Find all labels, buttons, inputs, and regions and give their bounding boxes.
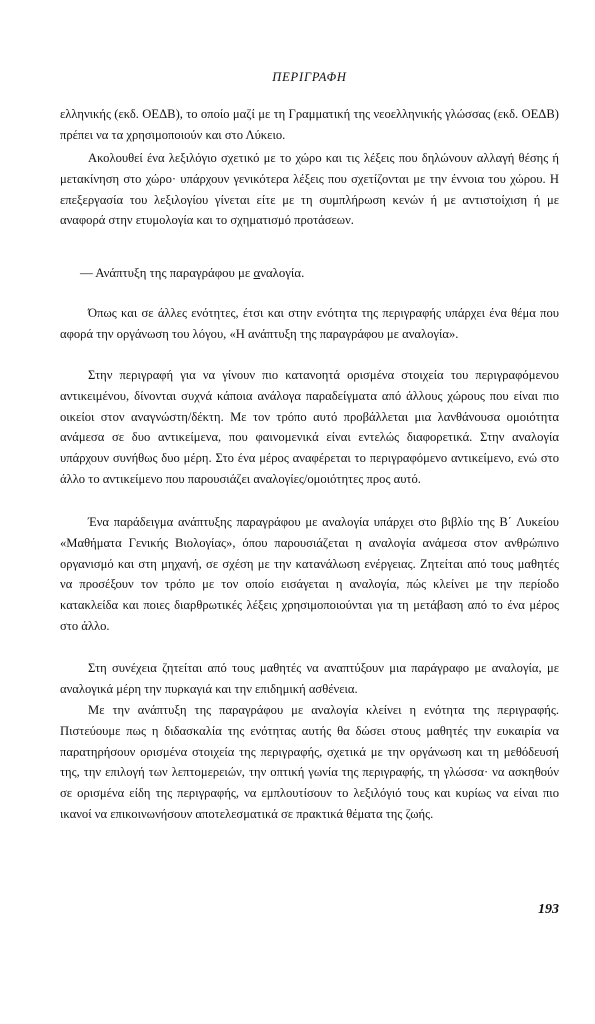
paragraph-5: Ένα παράδειγμα ανάπτυξης παραγράφου με αναλογία υπάρχει στο βιβλίο της Β΄ Λυκείου «Μαθήματα Γενικής Βιολογίας», όπου παρουσιάζεται η αναλογία ανάμεσα στον ανθρώπινο οργανισμό και στη μηχανή, σε σχέση με την κατανάλωση ενέργειας. Ζητείται από τους μαθητές να προσέξουν τον τρόπο με τον οποίο εισάγεται η αναλογία, πώς κλείνει με την περίοδο κατακλείδα και ποιες διαρθρωτικές λέξεις χρησιμοποιούνται για τη μετάβαση από το ένα μέρος στο άλλο. <box>60 515 559 633</box>
section-heading-prefix: — Ανάπτυξη της παραγράφου με <box>80 266 254 280</box>
section-heading-rest: ναλογία. <box>260 266 305 280</box>
page-number: 193 <box>538 902 559 917</box>
paragraph-3: Όπως και σε άλλες ενότητες, έτσι και στην ενότητα της περιγραφής υπάρχει ένα θέμα που αφορά την οργάνωση του λόγου, «Η ανάπτυξη της παραγράφου με αναλογία». <box>60 306 559 341</box>
paragraph-7: Με την ανάπτυξη της παραγράφου με αναλογία κλείνει η ενότητα της περιγραφής. Πιστεύουμε πως η διδασκαλία της ενότητας αυτής θα δώσει στους μαθητές την ευκαιρία να παρατηρήσουν ορισμένα στοιχεία της περιγραφής, σχετικά με την οργάνωση και τη μεθόδευσή της, την επιλογή των λεπτομερειών, την οπτική γωνία της περιγραφής, τη γλώσσα· να ασκηθούν σε ορισμένα είδη της περιγραφής, να εμπλουτίσουν το λεξιλόγιό τους και κυρίως να είναι πιο ικανοί να επικοινωνήσουν αποτελεσματικά σε πρακτικά θέματα της ζωής. <box>60 703 559 821</box>
paragraph-4: Στην περιγραφή για να γίνουν πιο κατανοητά ορισμένα στοιχεία του περιγραφόμενου αντικειμένου, δίνονται συχνά κάποια ανάλογα παραδείγματα από άλλους χώρους που είναι πιο οικείοι στον αναγνώστη/δέκτη. Με τον τρόπο αυτό προβάλλεται μια λανθάνουσα ομοιότητα ανάμεσα σε δυο αντικείμενα, που φαινομενικά είναι εντελώς διαφορετικά. Στην αναλογία υπάρχουν συνήθως δυο μέρη. Στο ένα μέρος αναφέρεται το περιγραφόμενο αντικείμενο, ενώ στο άλλο το αντικείμενο που παρουσιάζει αναλογίες/ομοιότητες προς αυτό. <box>60 368 559 486</box>
running-header: ΠΕΡΙΓΡΑΦΗ <box>272 70 347 84</box>
paragraph-2: Ακολουθεί ένα λεξιλόγιο σχετικό με το χώρο και τις λέξεις που δηλώνουν αλλαγή θέσης ή μετακίνηση στο χώρο· υπάρχουν γενικότερα λέξεις που σχετίζονται με την έννοια του χώρου. Η επεξεργασία του λεξιλογίου γίνεται είτε με τη συμπλήρωση κενών ή με αντιστοίχιση ή με αναφορά στην ετυμολογία και το σχηματισμό προτάσεων. <box>60 151 559 228</box>
section-heading-underlined-letter: α <box>253 266 261 280</box>
section-heading <box>80 263 304 283</box>
paragraph-6: Στη συνέχεια ζητείται από τους μαθητές να αναπτύξουν μια παράγραφο με αναλογία, με αναλογικά μέρη την πυρκαγιά και την επιδημική ασθένεια. <box>60 661 559 696</box>
document-page <box>60 0 559 1024</box>
paragraph-1: ελληνικής (εκδ. ΟΕΔΒ), το οποίο μαζί με τη Γραμματική της νεοελληνικής γλώσσας (εκδ. ΟΕΔΒ) πρέπει να τα χρησιμοποιούν και στο Λύκειο. <box>60 107 559 142</box>
